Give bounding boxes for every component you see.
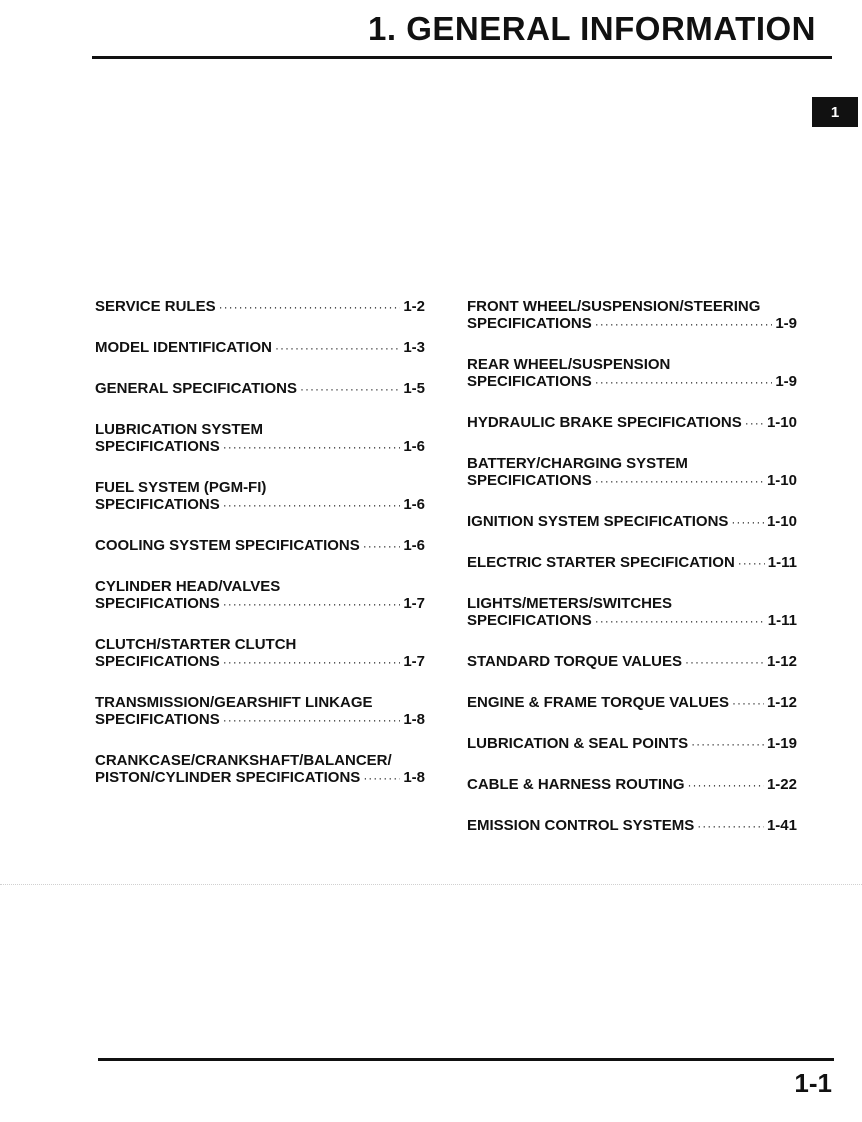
toc-entry[interactable] <box>95 537 425 555</box>
toc-entry-page: 1-7 <box>403 595 425 612</box>
dot-leader <box>685 654 764 671</box>
toc-entry-title: PISTON/CYLINDER SPECIFICATIONS <box>95 769 361 786</box>
toc-entry-page: 1-11 <box>767 554 797 571</box>
toc-entry[interactable] <box>467 595 797 630</box>
dot-leader <box>219 299 401 316</box>
toc-entry-title: LUBRICATION & SEAL POINTS <box>467 735 689 752</box>
toc-entry[interactable] <box>467 554 797 572</box>
toc-entry-page: 1-7 <box>403 653 425 670</box>
toc-entry[interactable] <box>467 513 797 531</box>
toc-entry-page: 1-8 <box>403 769 425 786</box>
toc-entry-page: 1-9 <box>775 315 797 332</box>
toc-entry-title: LUBRICATION SYSTEM <box>95 421 264 438</box>
toc-entry[interactable] <box>467 735 797 753</box>
toc-entry-page: 1-19 <box>766 735 797 752</box>
toc-entry-title: SPECIFICATIONS <box>95 711 220 728</box>
toc-entry[interactable] <box>467 653 797 671</box>
toc-entry[interactable] <box>95 752 425 787</box>
toc-entry-page: 1-8 <box>403 711 425 728</box>
toc-entry-page: 1-22 <box>766 776 797 793</box>
toc-entry-title: ELECTRIC STARTER SPECIFICATION <box>467 554 735 571</box>
toc-entry[interactable] <box>95 479 425 514</box>
dot-leader <box>223 654 401 671</box>
toc-entry-page: 1-12 <box>766 653 797 670</box>
toc-entry-title: LIGHTS/METERS/SWITCHES <box>467 595 673 612</box>
toc-entry-page: 1-10 <box>766 513 797 530</box>
toc-entry-title: EMISSION CONTROL SYSTEMS <box>467 817 695 834</box>
toc-entry-title: STANDARD TORQUE VALUES <box>467 653 683 670</box>
toc-entry-title: SPECIFICATIONS <box>95 653 220 670</box>
dot-leader <box>688 777 764 794</box>
toc-entry[interactable] <box>95 578 425 613</box>
toc-entry-title: SPECIFICATIONS <box>95 595 220 612</box>
toc-entry-title: FRONT WHEEL/SUSPENSION/STEERING <box>467 298 761 315</box>
dot-leader <box>595 473 764 490</box>
dot-leader <box>745 415 764 432</box>
toc-entry-page: 1-5 <box>403 380 425 397</box>
toc-entry-title: SPECIFICATIONS <box>95 496 220 513</box>
dot-leader <box>595 316 773 333</box>
toc-entry[interactable] <box>95 421 425 456</box>
dot-leader <box>691 736 764 753</box>
toc-entry-title: SPECIFICATIONS <box>95 438 220 455</box>
page-title: 1. GENERAL INFORMATION <box>368 10 816 47</box>
header-rule <box>92 56 832 59</box>
toc-entry-title: CLUTCH/STARTER CLUTCH <box>95 636 297 653</box>
toc-entry[interactable] <box>467 356 797 391</box>
toc-entry-title: HYDRAULIC BRAKE SPECIFICATIONS <box>467 414 742 431</box>
dot-leader <box>223 439 401 456</box>
toc-entry-page: 1-6 <box>403 438 425 455</box>
dot-leader <box>595 374 773 391</box>
dot-leader <box>223 596 401 613</box>
toc-entry[interactable] <box>95 339 425 357</box>
toc-entry-page: 1-11 <box>767 612 797 629</box>
toc-entry-title: ENGINE & FRAME TORQUE VALUES <box>467 694 729 711</box>
toc-entry-page: 1-10 <box>766 472 797 489</box>
toc-entry-page: 1-3 <box>403 339 425 356</box>
toc-entry-title: GENERAL SPECIFICATIONS <box>95 380 297 397</box>
dot-leader <box>275 340 400 357</box>
toc-entry-title: IGNITION SYSTEM SPECIFICATIONS <box>467 513 729 530</box>
toc-entry[interactable] <box>467 414 797 432</box>
toc-left-column <box>95 298 425 810</box>
toc-entry-title: BATTERY/CHARGING SYSTEM <box>467 455 688 472</box>
toc-entry-title: FUEL SYSTEM (PGM-FI) <box>95 479 267 496</box>
toc-entry-title: CABLE & HARNESS ROUTING <box>467 776 685 793</box>
footer-rule <box>98 1058 834 1061</box>
toc-entry-title: SPECIFICATIONS <box>467 472 592 489</box>
toc-entry-title: SERVICE RULES <box>95 298 216 315</box>
toc-entry[interactable] <box>95 636 425 671</box>
toc-entry-page: 1-9 <box>775 373 797 390</box>
toc-entry-page: 1-12 <box>766 694 797 711</box>
toc-entry-page: 1-41 <box>766 817 797 834</box>
toc-entry[interactable] <box>467 817 797 835</box>
toc-entry-title: SPECIFICATIONS <box>467 373 592 390</box>
dot-leader <box>363 770 400 787</box>
dot-leader <box>223 497 401 514</box>
dot-leader <box>363 538 401 555</box>
toc-entry-title: REAR WHEEL/SUSPENSION <box>467 356 671 373</box>
dot-leader <box>223 712 401 729</box>
dot-leader <box>697 818 764 835</box>
toc-entry-page: 1-10 <box>766 414 797 431</box>
dot-leader <box>731 514 764 531</box>
toc-entry-page: 1-6 <box>403 537 425 554</box>
toc-entry-page: 1-6 <box>403 496 425 513</box>
toc-entry-title: SPECIFICATIONS <box>467 612 592 629</box>
toc-entry[interactable] <box>467 694 797 712</box>
dot-leader <box>595 613 765 630</box>
toc-entry[interactable] <box>95 380 425 398</box>
toc-entry[interactable] <box>95 298 425 316</box>
page-number: 1-1 <box>794 1068 832 1098</box>
toc-entry-title: CYLINDER HEAD/VALVES <box>95 578 281 595</box>
toc-entry-title: COOLING SYSTEM SPECIFICATIONS <box>95 537 360 554</box>
dot-leader <box>732 695 764 712</box>
toc-entry-page: 1-2 <box>403 298 425 315</box>
toc-entry-title: TRANSMISSION/GEARSHIFT LINKAGE <box>95 694 373 711</box>
toc-right-column <box>467 298 797 858</box>
toc-entry[interactable] <box>467 455 797 490</box>
dot-leader <box>738 555 765 572</box>
toc-entry-title: CRANKCASE/CRANKSHAFT/BALANCER/ <box>95 752 392 769</box>
toc-entry-title: MODEL IDENTIFICATION <box>95 339 272 356</box>
toc-entry-title: SPECIFICATIONS <box>467 315 592 332</box>
toc-entry[interactable] <box>467 298 797 333</box>
toc-entry[interactable] <box>95 694 425 729</box>
scan-line <box>0 884 862 885</box>
chapter-tab[interactable]: 1 <box>812 97 858 127</box>
dot-leader <box>300 381 400 398</box>
toc-entry[interactable] <box>467 776 797 794</box>
